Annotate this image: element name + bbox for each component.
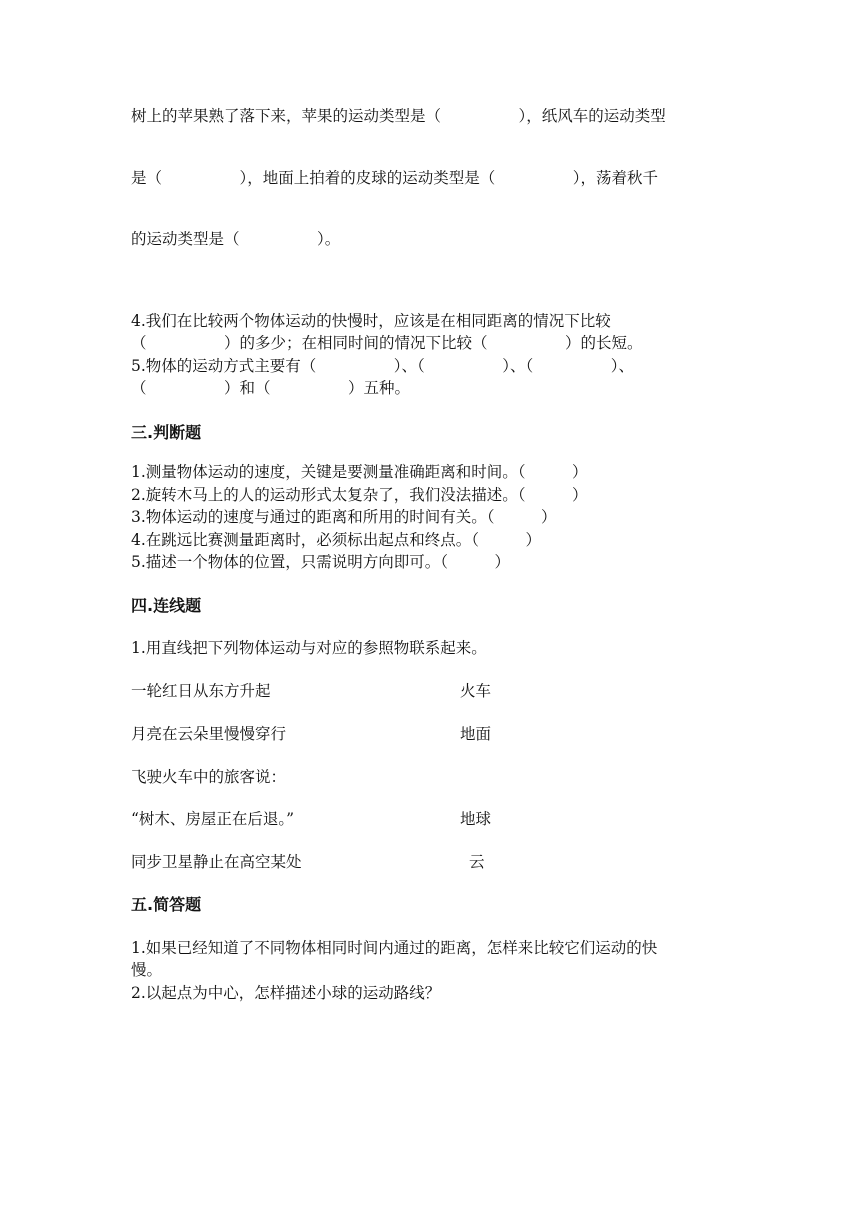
judge-item-5: 5.描述一个物体的位置，只需说明方向即可。（ ）: [131, 553, 511, 571]
match-right-1: 火车: [460, 682, 492, 700]
short-answer-1-line-2: 慢。: [131, 961, 163, 979]
question-4-line-2: （ ）的多少；在相同时间的情况下比较（ ）的长短。: [131, 334, 643, 352]
matching-prompt: 1.用直线把下列物体运动与对应的参照物联系起来。: [131, 639, 487, 657]
match-left-1: 一轮红日从东方升起: [131, 682, 271, 700]
match-left-4: “树木、房屋正在后退。”: [131, 810, 295, 828]
match-left-5: 同步卫星静止在高空某处: [131, 853, 302, 871]
fill-line-2: 是（ ），地面上拍着的皮球的运动类型是（ ），荡着秋千: [131, 169, 659, 187]
short-answer-1-line-1: 1.如果已经知道了不同物体相同时间内通过的距离，怎样来比较它们运动的快: [131, 939, 658, 957]
match-right-5: 云: [469, 853, 485, 871]
match-left-2: 月亮在云朵里慢慢穿行: [131, 725, 287, 743]
question-4-line-1: 4.我们在比较两个物体运动的快慢时，应该是在相同距离的情况下比较: [131, 312, 611, 330]
question-5-line-1: 5.物体的运动方式主要有（ ）、（ ）、（ ）、: [131, 357, 635, 375]
section-4-title: 四.连线题: [131, 596, 202, 615]
fill-line-1: 树上的苹果熟了落下来，苹果的运动类型是（ ），纸风车的运动类型: [131, 107, 666, 125]
fill-line-3: 的运动类型是（ ）。: [131, 230, 341, 248]
section-5-title: 五.简答题: [131, 895, 202, 914]
match-right-2: 地面: [460, 725, 492, 743]
judge-item-1: 1.测量物体运动的速度，关键是要测量准确距离和时间。（ ）: [131, 463, 588, 481]
judge-item-4: 4.在跳远比赛测量距离时，必须标出起点和终点。（ ）: [131, 531, 542, 549]
match-right-4: 地球: [460, 810, 492, 828]
question-5-line-2: （ ）和（ ）五种。: [131, 379, 411, 397]
judge-item-3: 3.物体运动的速度与通过的距离和所用的时间有关。（ ）: [131, 508, 557, 526]
short-answer-2: 2.以起点为中心，怎样描述小球的运动路线？: [131, 984, 441, 1002]
judge-item-2: 2.旋转木马上的人的运动形式太复杂了，我们没法描述。（ ）: [131, 486, 588, 504]
match-left-3: 飞驶火车中的旅客说：: [131, 768, 287, 786]
section-3-title: 三.判断题: [131, 423, 202, 442]
